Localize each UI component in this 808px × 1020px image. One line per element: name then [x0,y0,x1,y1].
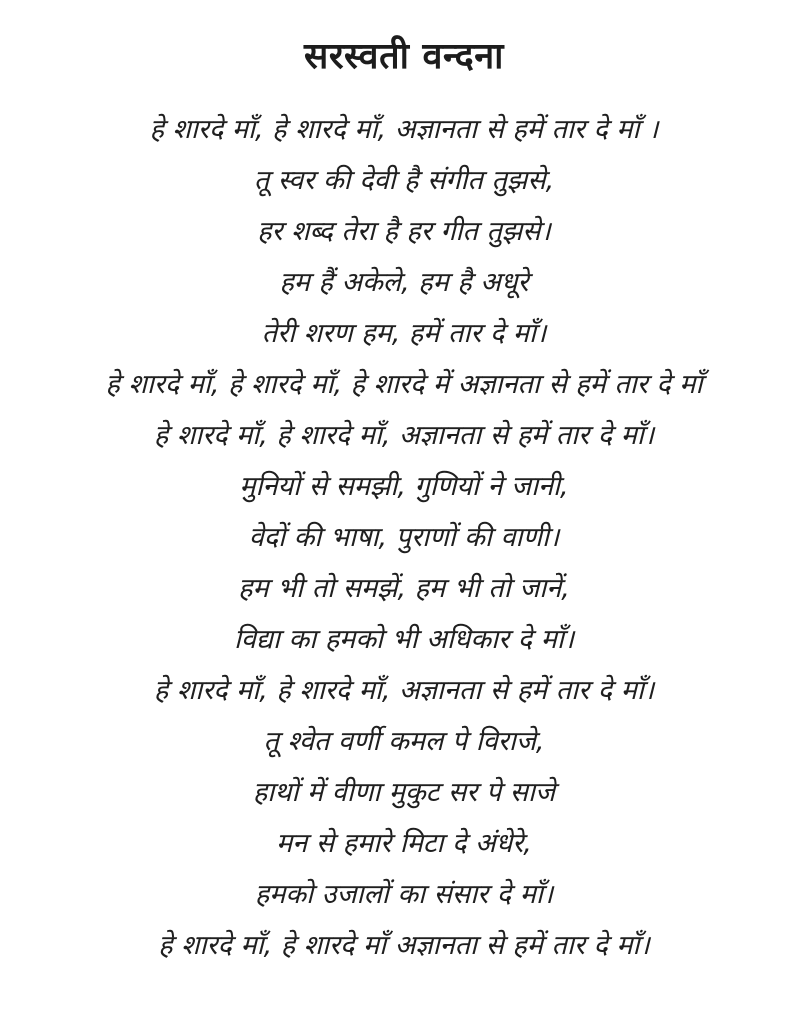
poem-line: मन से हमारे मिटा दे अंधेरे, [276,828,532,859]
poem-line: हे शारदे माँ, हे शारदे माँ, अज्ञानता से हमें तार दे माँ। [153,420,655,451]
poem-line: हे शारदे माँ, हे शारदे माँ, अज्ञानता से हमें तार दे माँ । [149,114,659,145]
poem-body [0,112,808,964]
poem-line: हाथों में वीणा मुकुट सर पे साजे [252,777,556,808]
poem-line: हमको उजालों का संसार दे माँ। [254,879,554,910]
poem-line: हम हैं अकेले, हम है अधूरे [279,267,529,298]
poem-line: वेदों की भाषा, पुराणों की वाणी। [248,522,560,553]
poem-line: हे शारदे माँ, हे शारदे माँ अज्ञानता से हमें तार दे माँ। [158,930,650,961]
poem-line: हर शब्द तेरा है हर गीत तुझसे। [257,216,551,247]
poem-line: विद्या का हमको भी अधिकार दे माँ। [233,624,575,655]
poem-line: हे शारदे माँ, हे शारदे माँ, अज्ञानता से हमें तार दे माँ। [153,675,655,706]
poem-line: हे शारदे माँ, हे शारदे माँ, हे शारदे में अज्ञानता से हमें तार दे माँ [105,369,703,400]
poem-line: हम भी तो समझें, हम भी तो जानें, [238,573,570,604]
poem-line: तू श्वेत वर्णी कमल पे विराजे, [263,726,545,757]
poem-line: तेरी शरण हम, हमें तार दे माँ। [261,318,547,349]
poem-title: सरस्वती वन्दना [303,36,505,77]
poem-line: तू स्वर की देवी है संगीत तुझसे, [253,165,555,196]
poem-line: मुनियों से समझी, गुणियों ने जानी, [239,471,569,502]
